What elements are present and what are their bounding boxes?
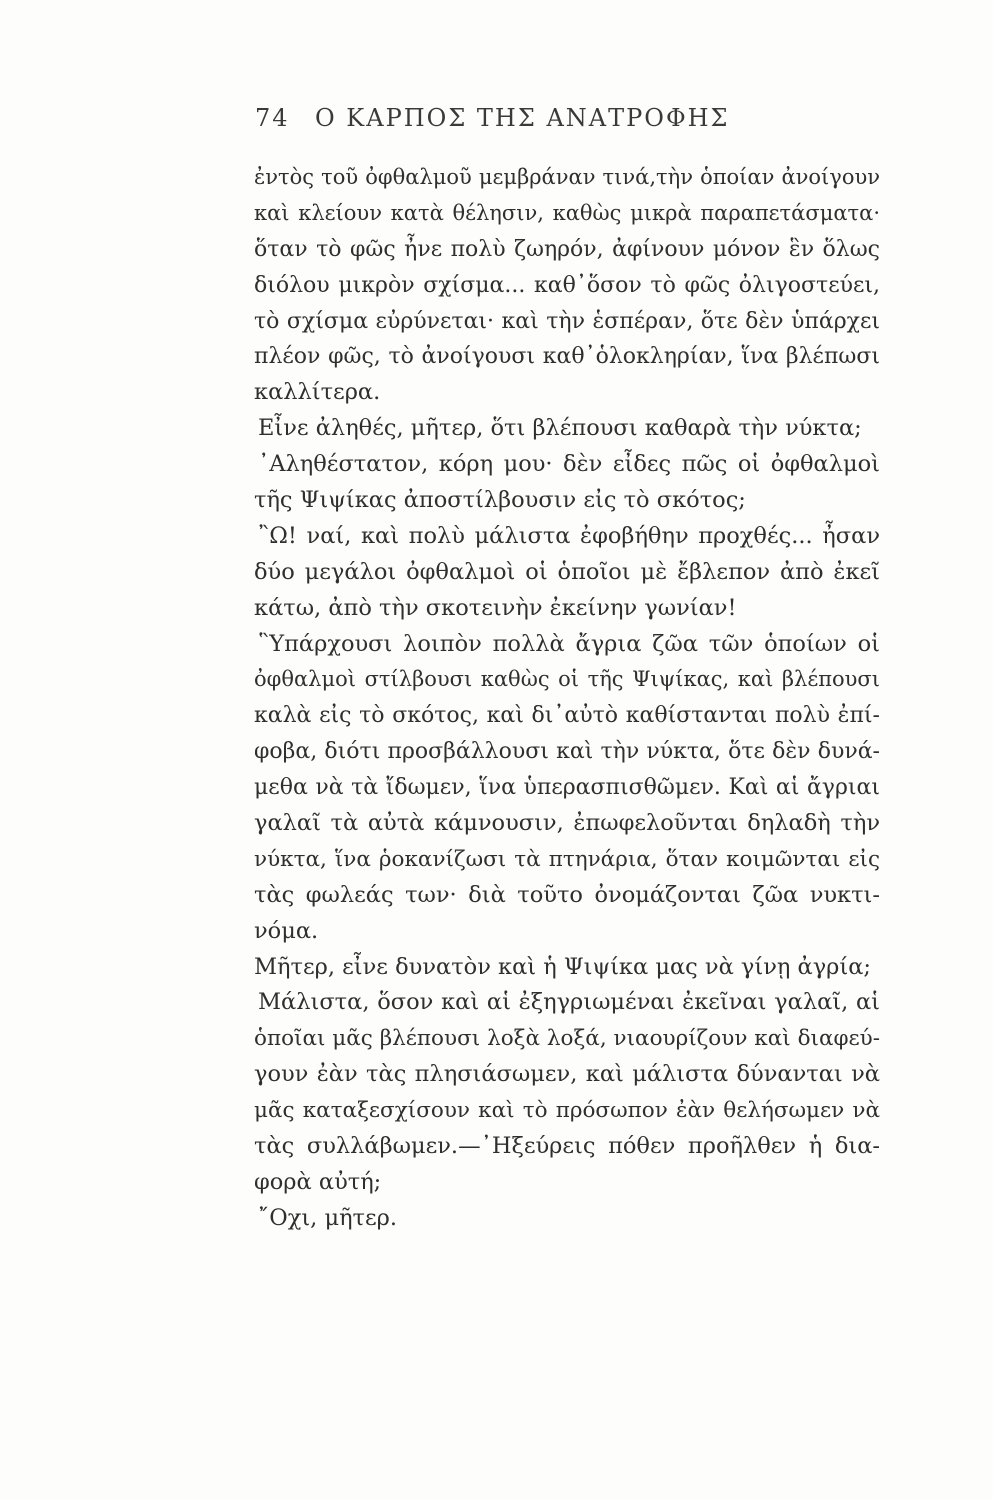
text-line: ὀφθαλμοὶ στίλβουσι καθὼς οἱ τῆς Ψιψίκας, καὶ βλέπουσι — [254, 667, 880, 692]
text-line: ῎Οχι, μῆτερ. — [258, 1204, 398, 1231]
text-line: νόμα. — [254, 917, 319, 944]
text-line: τὰς συλλάβωμεν.—᾽Ηξεύρεις πόθεν προῆλθεν ἡ δια- — [254, 1133, 880, 1160]
text-line: τὸ σχίσμα εὐρύνεται· καὶ τὴν ἑσπέραν, ὅτε δὲν ὑπάρχει — [254, 308, 880, 334]
text-line: μεθα νὰ τὰ ἴδωμεν, ἵνα ὑπερασπισθῶμεν. Καὶ αἱ ἄγριαι — [254, 775, 880, 801]
text-line: ῍Ω! ναί, καὶ πολὺ μάλιστα ἐφοβήθην προχθές... ἦσαν — [258, 522, 880, 549]
text-line: νύκτα, ἵνα ῥοκανίζωσι τὰ πτηνάρια, ὅταν κοιμῶνται εἰς — [254, 846, 880, 872]
text-line: μᾶς καταξεσχίσουν καὶ τὸ πρόσωπον ἐὰν θελήσωμεν νὰ — [254, 1098, 880, 1124]
text-line: ὅταν τὸ φῶς ἦνε πολὺ ζωηρόν, ἀφίνουν μόνον ἓν ὅλως — [254, 236, 880, 262]
text-line: δύο μεγάλοι ὀφθαλμοὶ οἱ ὁποῖοι μὲ ἔβλεπον ἀπὸ ἐκεῖ — [254, 558, 880, 585]
text-line: ἐντὸς τοῦ ὀφθαλμοῦ μεμβράναν τινά,τὴν ὁποίαν ἀνοίγουν — [254, 165, 880, 189]
text-line: καλλίτερα. — [254, 379, 381, 406]
text-line: ᾽Αληθέστατον, κόρη μου· δὲν εἶδες πῶς οἱ ὀφθαλμοὶ — [258, 451, 880, 478]
text-line: τῆς Ψιψίκας ἀποστίλβουσιν εἰς τὸ σκότος; — [254, 487, 746, 514]
text-line: Εἶνε ἀληθές, μῆτερ, ὅτι βλέπουσι καθαρὰ τὴν νύκτα; — [258, 415, 862, 442]
text-line: καὶ κλείουν κατὰ θέλησιν, καθὼς μικρὰ παραπετάσματα· — [254, 200, 880, 225]
text-line: κάτω, ἀπὸ τὴν σκοτεινὴν ἐκείνην γωνίαν! — [254, 594, 737, 621]
text-line: ὁποῖαι μᾶς βλέπουσι λοξὰ λοξά, νιαουρίζουν καὶ διαφεύ- — [254, 1026, 880, 1052]
running-title: Ο ΚΑΡΠΟΣ ΤΗΣ ΑΝΑΤΡΟΦΗΣ — [315, 104, 730, 132]
running-head — [255, 104, 855, 144]
text-line: Μῆτερ, εἶνε δυνατὸν καὶ ἡ Ψιψίκα μας νὰ γίνῃ ἀγρία; — [254, 953, 871, 980]
text-line: γαλαῖ τὰ αὐτὰ κάμνουσιν, ἐπωφελοῦνται δηλαδὴ τὴν — [254, 810, 880, 837]
text-line: Μάλιστα, ὅσον καὶ αἱ ἐξηγριωμέναι ἐκεῖναι γαλαῖ, αἱ — [258, 989, 880, 1016]
body-text — [254, 160, 880, 1237]
text-line: ῝Υπάρχουσι λοιπὸν πολλὰ ἄγρια ζῶα τῶν ὁποίων οἱ — [258, 630, 880, 657]
text-line: γουν ἐὰν τὰς πλησιάσωμεν, καὶ μάλιστα δύνανται νὰ — [254, 1061, 880, 1088]
text-line: πλέον φῶς, τὸ ἀνοίγουσι καθ᾽ὁλοκληρίαν, ἵνα βλέπωσι — [254, 344, 880, 370]
text-line: φοβα, διότι προσβάλλουσι καὶ τὴν νύκτα, ὅτε δὲν δυνά- — [254, 739, 880, 765]
text-line: φορὰ αὐτή; — [254, 1168, 382, 1195]
text-line: τὰς φωλεάς των· διὰ τοῦτο ὀνομάζονται ζῶα νυκτι- — [254, 881, 880, 908]
text-line: καλὰ εἰς τὸ σκότος, καὶ δι᾽αὐτὸ καθίστανται πολὺ ἐπί- — [254, 703, 880, 729]
page-number: 74 — [255, 104, 290, 132]
text-line: διόλου μικρὸν σχίσμα... καθ᾽ὅσον τὸ φῶς ὀλιγοστεύει, — [254, 272, 880, 298]
